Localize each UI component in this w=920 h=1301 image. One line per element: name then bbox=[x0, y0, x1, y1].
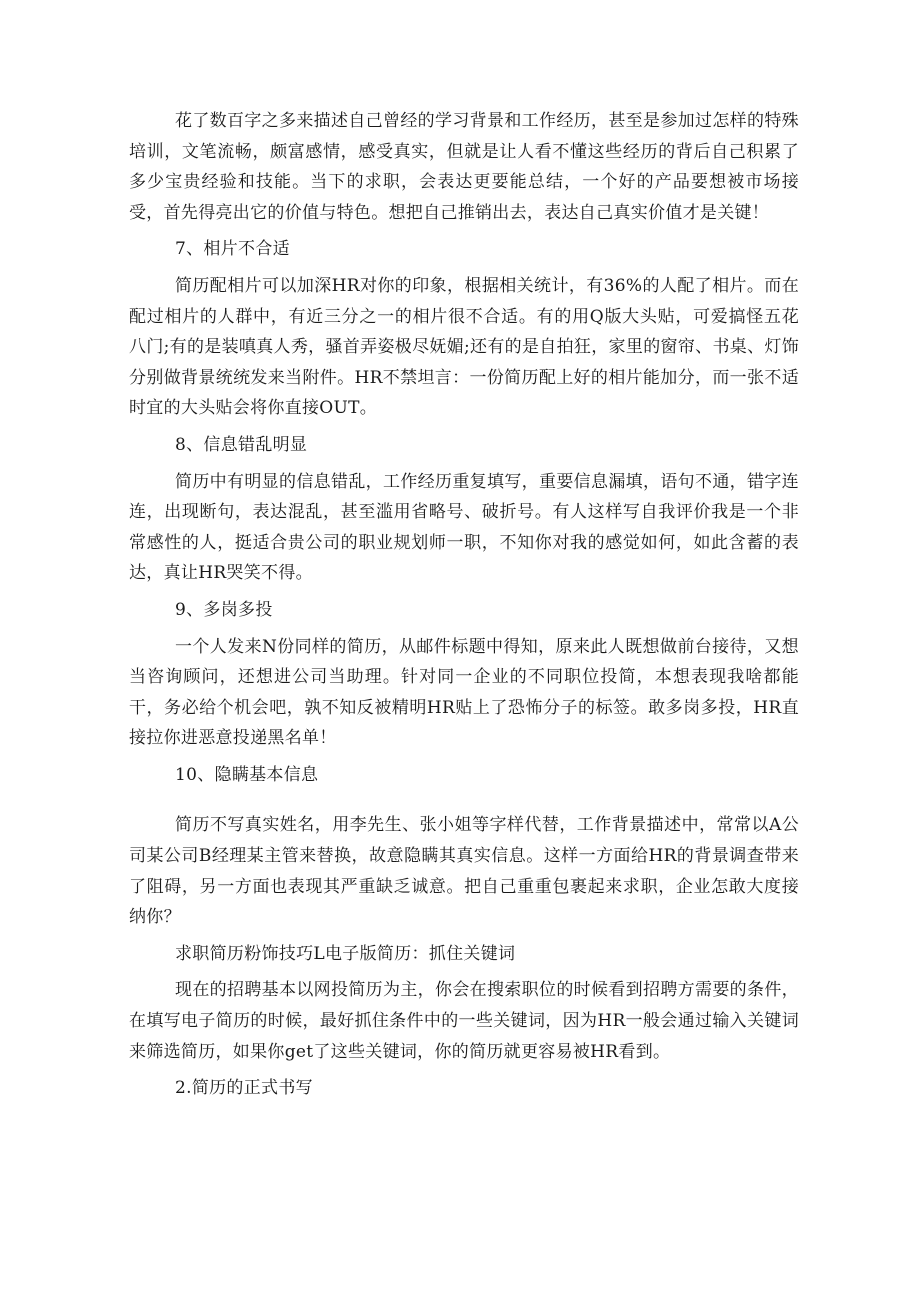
heading-hide-basic-info: 10、隐瞒基本信息 bbox=[175, 764, 319, 785]
paragraph-info-confusion: 简历中有明显的信息错乱，工作经历重复填写，重要信息漏填，语句不通，错字连连，出现断句，表达混乱，甚至滥用省略号、破折号。有人这样写自我评价我是一个非常感性的人，挺适合贵公司的职业规划师一职，不知你对我的感觉如何，如此含蓄的表达，真让HR哭笑不得。 bbox=[129, 471, 799, 584]
heading-info-confusion: 8、信息错乱明显 bbox=[175, 434, 308, 455]
paragraph-photo-unsuitable: 简历配相片可以加深HR对你的印象，根据相关统计，有36%的人配了相片。而在配过相片的人群中，有近三分之一的相片很不合适。有的用Q版大头贴，可爱搞怪五花八门;有的是装嗔真人秀，骚首弄姿极尽妩媚;还有的是自拍狂，家里的窗帘、书桌、灯饰分别做背景统统发来当附件。HR不禁坦言：一份简历配上好的相片能加分，而一张不适时宜的大头贴会将你直接OUT。 bbox=[129, 275, 799, 419]
paragraph-hide-basic-info: 简历不写真实姓名，用李先生、张小姐等字样代替，工作背景描述中，常常以A公司某公司B经理某主管来替换，故意隐瞒其真实信息。这样一方面给HR的背景调查带来了阻碍，另一方面也表现其严重缺乏诚意。把自己重重包裹起来求职，企业怎敢大度接纳你？ bbox=[129, 815, 799, 928]
heading-multiple-positions: 9、多岗多投 bbox=[175, 599, 273, 620]
paragraph-resume-keywords: 现在的招聘基本以网投简历为主，你会在搜索职位的时候看到招聘方需要的条件，在填写电子简历的时候，最好抓住条件中的一些关键词，因为HR一般会通过输入关键词来筛选简历，如果你get了这些关键词，你的简历就更容易被HR看到。 bbox=[129, 980, 799, 1062]
heading-photo-unsuitable: 7、相片不合适 bbox=[175, 239, 290, 260]
heading-resume-keywords: 求职简历粉饰技巧L电子版简历：抓住关键词 bbox=[175, 943, 516, 964]
paragraph-multiple-positions: 一个人发来N份同样的简历，从邮件标题中得知，原来此人既想做前台接待，又想当咨询顾问，还想进公司当助理。针对同一企业的不同职位投简，本想表现我啥都能干，务必给个机会吧，孰不知反被精明HR贴上了恐怖分子的标签。敢多岗多投，HR直接拉你进恶意投递黑名单！ bbox=[129, 636, 799, 749]
paragraph-experience-summary: 花了数百字之多来描述自己曾经的学习背景和工作经历，甚至是参加过怎样的特殊培训，文笔流畅，颇富感情，感受真实，但就是让人看不懂这些经历的背后自己积累了多少宝贵经验和技能。当下的求职，会表达更要能总结，一个好的产品要想被市场接受，首先得亮出它的价值与特色。想把自己推销出去，表达自己真实价值才是关键！ bbox=[129, 111, 799, 223]
heading-formal-resume-writing: 2.简历的正式书写 bbox=[175, 1078, 313, 1099]
document-body bbox=[129, 106, 799, 1104]
